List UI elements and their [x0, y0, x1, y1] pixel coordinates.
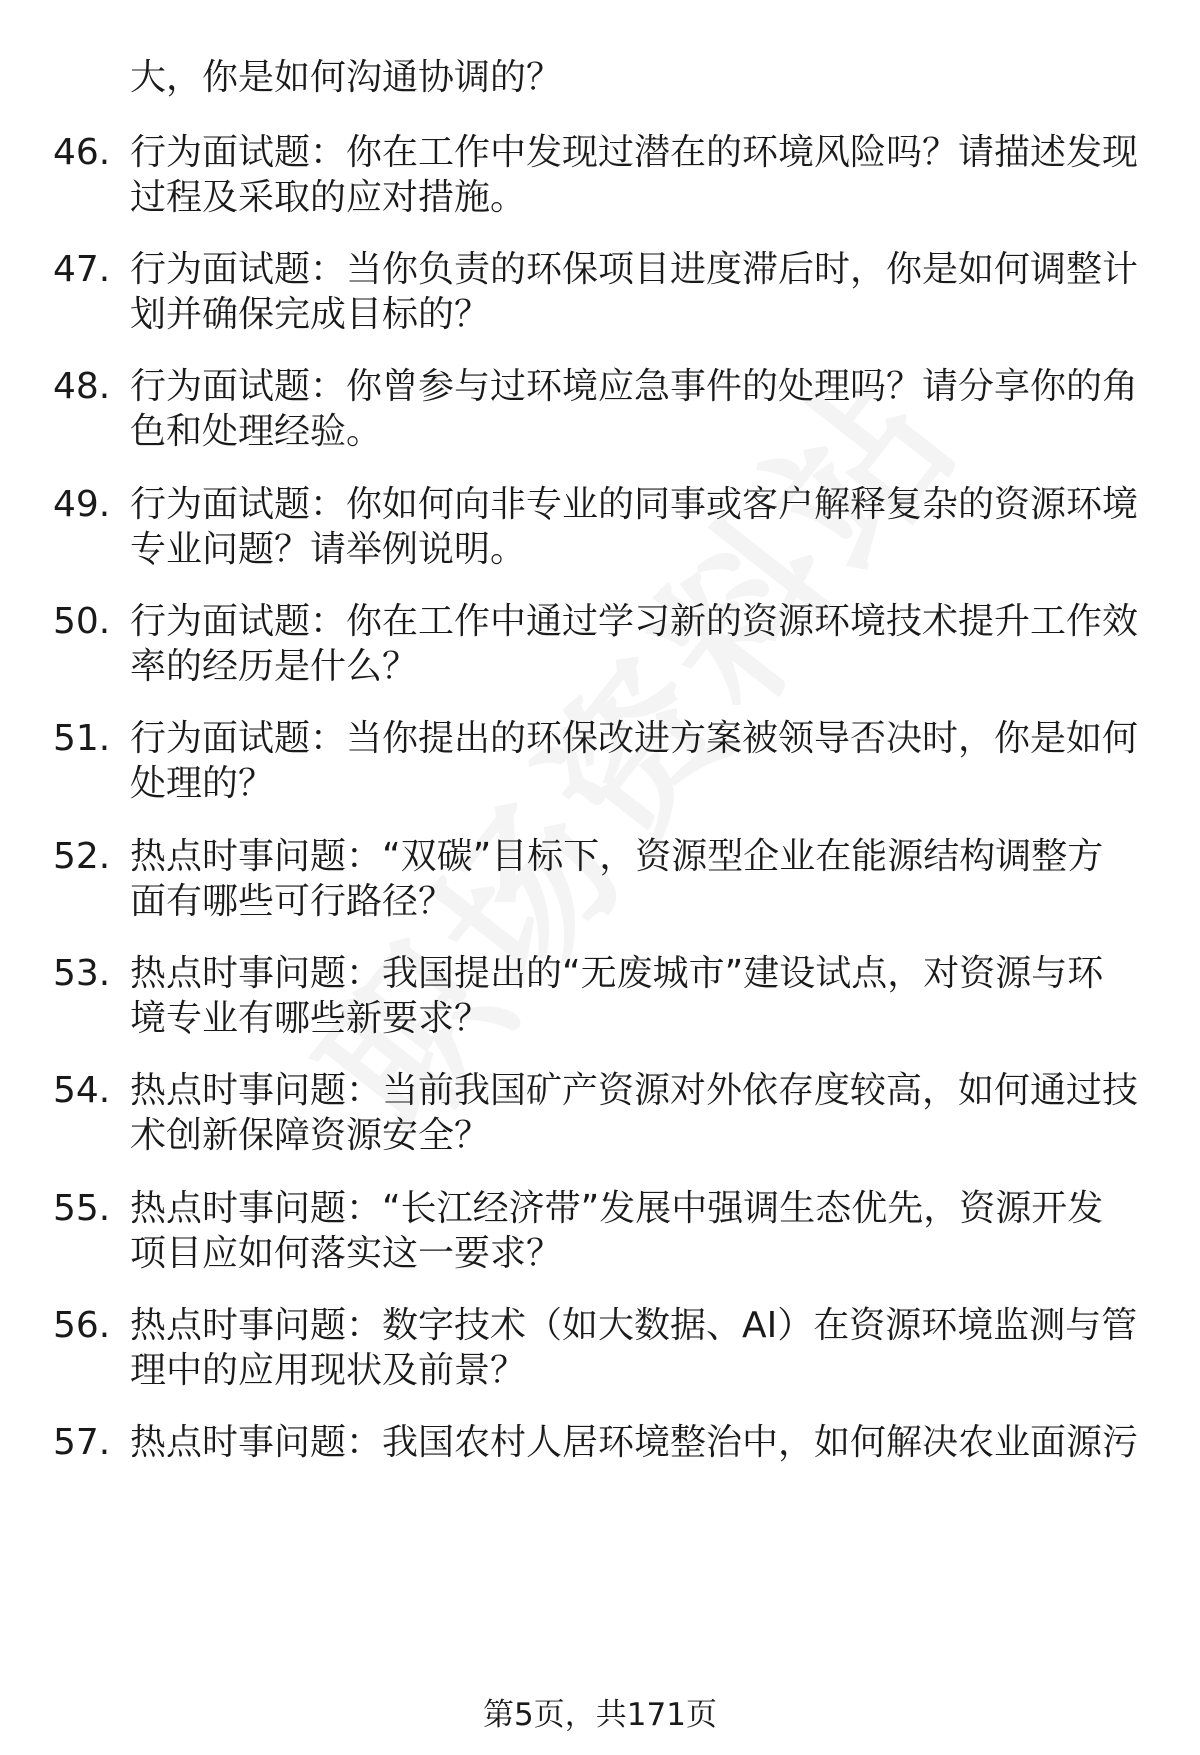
item-text: 热点时事问题：数字技术（如大数据、AI）在资源环境监测与管	[130, 1305, 1138, 1346]
item-number: 53.	[53, 953, 111, 994]
item-number: 49.	[53, 484, 111, 525]
item-text: 行为面试题：你在工作中发现过潜在的环境风险吗？请描述发现	[130, 132, 1139, 173]
list-item-48	[0, 362, 1200, 412]
item-text: 处理的？	[130, 763, 275, 804]
list-item-51	[0, 714, 1200, 764]
item-text: 热点时事问题：我国提出的“无废城市”建设试点，对资源与环	[130, 953, 1104, 994]
item-text: 率的经历是什么？	[130, 646, 419, 687]
list-item-51-cont	[0, 759, 1200, 809]
list-item-52-cont	[0, 877, 1200, 927]
item-text: 行为面试题：你曾参与过环境应急事件的处理吗？请分享你的角	[130, 366, 1139, 407]
item-text: 项目应如何落实这一要求？	[130, 1233, 563, 1274]
list-item-55	[0, 1184, 1200, 1234]
page-footer: 第5页，共171页	[483, 1697, 717, 1733]
item-text: 理中的应用现状及前景？	[130, 1350, 527, 1391]
item-text: 行为面试题：你如何向非专业的同事或客户解释复杂的资源环境	[130, 484, 1139, 525]
item-number: 55.	[53, 1188, 111, 1229]
item-text: 行为面试题：当你负责的环保项目进度滞后时，你是如何调整计	[130, 249, 1139, 290]
list-item-56	[0, 1301, 1200, 1351]
list-item-54	[0, 1066, 1200, 1116]
item-number: 57.	[53, 1422, 111, 1463]
continuation-text: 大，你是如何沟通协调的？	[130, 57, 563, 98]
item-text: 行为面试题：你在工作中通过学习新的资源环境技术提升工作效	[130, 601, 1139, 642]
item-number: 56.	[53, 1305, 111, 1346]
item-text: 过程及采取的应对措施。	[130, 177, 527, 218]
item-number: 50.	[53, 601, 111, 642]
item-number: 54.	[53, 1070, 111, 1111]
item-number: 46.	[53, 132, 111, 173]
item-text: 面有哪些可行路径？	[130, 881, 455, 922]
item-text: 境专业有哪些新要求？	[130, 998, 491, 1039]
list-item-53	[0, 949, 1200, 999]
item-number: 47.	[53, 249, 111, 290]
item-text: 热点时事问题：“长江经济带”发展中强调生态优先，资源开发	[130, 1188, 1104, 1229]
item-text: 行为面试题：当你提出的环保改进方案被领导否决时，你是如何	[130, 718, 1139, 759]
list-item-57	[0, 1418, 1200, 1468]
item-number: 48.	[53, 366, 111, 407]
list-item-52	[0, 832, 1200, 882]
list-item-47-cont	[0, 290, 1200, 340]
list-item-50-cont	[0, 642, 1200, 692]
list-item-54-cont	[0, 1111, 1200, 1161]
item-text: 热点时事问题：我国农村人居环境整治中，如何解决农业面源污	[130, 1422, 1139, 1463]
list-item-49	[0, 480, 1200, 530]
item-text: 色和处理经验。	[130, 411, 383, 452]
list-item-56-cont	[0, 1346, 1200, 1396]
list-item-46	[0, 128, 1200, 178]
list-item-46-cont	[0, 173, 1200, 223]
item-number: 51.	[53, 718, 111, 759]
list-item-55-cont	[0, 1229, 1200, 1279]
item-text: 热点时事问题：“双碳”目标下，资源型企业在能源结构调整方	[130, 836, 1104, 877]
list-item-50	[0, 597, 1200, 647]
continuation-line	[0, 53, 1200, 103]
item-text: 术创新保障资源安全？	[130, 1115, 491, 1156]
list-item-53-cont	[0, 994, 1200, 1044]
item-text: 热点时事问题：当前我国矿产资源对外依存度较高，如何通过技	[130, 1070, 1139, 1111]
item-text: 专业问题？请举例说明。	[130, 529, 527, 570]
list-item-48-cont	[0, 407, 1200, 457]
item-number: 52.	[53, 836, 111, 877]
item-text: 划并确保完成目标的？	[130, 294, 491, 335]
list-item-49-cont	[0, 525, 1200, 575]
list-item-47	[0, 245, 1200, 295]
